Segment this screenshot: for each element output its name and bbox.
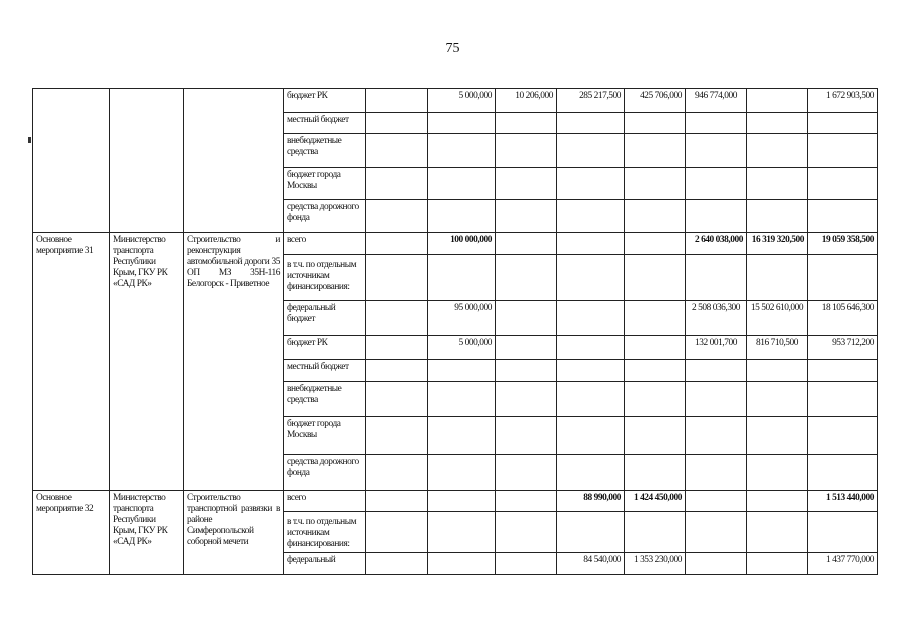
value-cell [366,336,428,360]
value-cell [496,455,557,491]
value-cell [625,455,686,491]
value-cell [686,382,747,417]
value-cell [428,113,496,134]
value-cell [686,512,747,553]
value-cell [428,200,496,233]
value-cell [366,113,428,134]
value-cell [808,455,878,491]
value-cell: 946 774,000 [686,89,747,113]
value-cell [428,360,496,382]
value-cell [428,417,496,455]
value-cell: 88 990,000 [557,491,625,512]
value-cell [428,134,496,168]
value-cell [428,553,496,575]
value-cell [496,336,557,360]
value-cell [625,255,686,301]
value-cell [747,255,808,301]
value-cell [557,168,625,200]
value-cell [747,417,808,455]
value-cell [496,134,557,168]
value-cell [496,491,557,512]
value-cell: 15 502 610,000 [747,301,808,336]
source-cell: средства дорожного фонда [284,200,366,233]
value-cell: 1 513 440,000 [808,491,878,512]
budget-table [32,88,878,575]
value-cell [625,113,686,134]
value-cell: 84 540,000 [557,553,625,575]
source-cell: в т.ч. по отдельным источникам финансирования: [284,255,366,301]
value-cell: 5 000,000 [428,89,496,113]
value-cell [808,360,878,382]
value-cell [366,168,428,200]
value-cell [428,255,496,301]
value-cell [496,360,557,382]
value-cell [557,233,625,255]
table-row [33,89,878,113]
value-cell [496,168,557,200]
value-cell [747,491,808,512]
value-cell [747,360,808,382]
value-cell [808,255,878,301]
value-cell [625,200,686,233]
source-cell: федеральный [284,553,366,575]
value-cell [366,491,428,512]
value-cell [557,134,625,168]
executor-cell [110,89,184,233]
value-cell [808,200,878,233]
source-cell: в т.ч. по отдельным источникам финансирования: [284,512,366,553]
value-cell [557,200,625,233]
source-cell: всего [284,233,366,255]
measure-name: Основное мероприятие 31 [33,233,110,491]
value-cell [496,301,557,336]
source-cell: всего [284,491,366,512]
value-cell [686,553,747,575]
value-cell [496,382,557,417]
value-cell [686,113,747,134]
value-cell [625,336,686,360]
value-cell [557,382,625,417]
value-cell [557,360,625,382]
value-cell [366,553,428,575]
value-cell: 132 001,700 [686,336,747,360]
value-cell [366,455,428,491]
value-cell: 10 206,000 [496,89,557,113]
value-cell [747,512,808,553]
value-cell [747,455,808,491]
value-cell [747,89,808,113]
value-cell [625,382,686,417]
value-cell [366,200,428,233]
value-cell [625,512,686,553]
value-cell [686,134,747,168]
value-cell [747,113,808,134]
value-cell [625,417,686,455]
value-cell [625,360,686,382]
value-cell [557,417,625,455]
value-cell: 100 000,000 [428,233,496,255]
executor-name: Министерство транспорта Республики Крым, ГКУ РК «САД РК» [110,491,184,575]
value-cell [366,233,428,255]
source-cell: бюджет РК [284,336,366,360]
value-cell [496,200,557,233]
value-cell: 19 059 358,500 [808,233,878,255]
value-cell: 5 000,000 [428,336,496,360]
value-cell [496,553,557,575]
value-cell [366,134,428,168]
value-cell [625,301,686,336]
value-cell [625,134,686,168]
value-cell [557,113,625,134]
value-cell [428,512,496,553]
value-cell: 2 640 038,000 [686,233,747,255]
value-cell [686,168,747,200]
value-cell [496,417,557,455]
value-cell [366,417,428,455]
value-cell [366,360,428,382]
value-cell [747,168,808,200]
page-number: 75 [445,41,460,56]
value-cell [747,382,808,417]
value-cell [496,113,557,134]
value-cell [808,512,878,553]
value-cell [686,200,747,233]
value-cell [686,417,747,455]
value-cell [686,455,747,491]
value-cell: 1 437 770,000 [808,553,878,575]
measure-cell [33,89,110,233]
value-cell: 1 353 230,000 [625,553,686,575]
value-cell [808,168,878,200]
value-cell: 95 000,000 [428,301,496,336]
value-cell [366,301,428,336]
value-cell [428,491,496,512]
value-cell [808,134,878,168]
value-cell: 816 710,500 [747,336,808,360]
margin-mark [28,137,31,143]
value-cell [808,113,878,134]
value-cell [625,233,686,255]
table-row [33,233,878,255]
value-cell [557,512,625,553]
source-cell: внебюджетные средства [284,134,366,168]
value-cell: 425 706,000 [625,89,686,113]
value-cell [557,255,625,301]
source-cell: бюджет РК [284,89,366,113]
value-cell [496,233,557,255]
value-cell [496,512,557,553]
value-cell [366,382,428,417]
object-name: Строительство и реконструкция автомобильной дороги 35 ОП МЗ 35Н-116 Белогорск - Приветное [184,233,284,491]
value-cell [428,382,496,417]
value-cell: 1 672 903,500 [808,89,878,113]
table-row [33,491,878,512]
value-cell [686,360,747,382]
value-cell: 18 105 646,300 [808,301,878,336]
source-cell: бюджет города Москвы [284,168,366,200]
value-cell [747,553,808,575]
value-cell: 2 508 036,300 [686,301,747,336]
value-cell: 1 424 450,000 [625,491,686,512]
value-cell [496,255,557,301]
source-cell: бюджет города Москвы [284,417,366,455]
executor-name: Министерство транспорта Республики Крым, ГКУ РК «САД РК» [110,233,184,491]
value-cell [747,200,808,233]
value-cell [625,168,686,200]
value-cell: 285 217,500 [557,89,625,113]
value-cell [557,336,625,360]
value-cell [428,168,496,200]
source-cell: внебюджетные средства [284,382,366,417]
value-cell: 16 319 320,500 [747,233,808,255]
object-name: Строительство транспортной развязки в районе Симферопольской соборной мечети [184,491,284,575]
source-cell: федеральный бюджет [284,301,366,336]
object-cell [184,89,284,233]
value-cell [747,134,808,168]
value-cell [686,255,747,301]
value-cell: 953 712,200 [808,336,878,360]
value-cell [557,301,625,336]
source-cell: местный бюджет [284,360,366,382]
value-cell [808,417,878,455]
value-cell [686,491,747,512]
measure-name: Основное мероприятие 32 [33,491,110,575]
source-cell: средства дорожного фонда [284,455,366,491]
value-cell [808,382,878,417]
value-cell [557,455,625,491]
value-cell [366,89,428,113]
value-cell [366,255,428,301]
value-cell [366,512,428,553]
source-cell: местный бюджет [284,113,366,134]
value-cell [428,455,496,491]
